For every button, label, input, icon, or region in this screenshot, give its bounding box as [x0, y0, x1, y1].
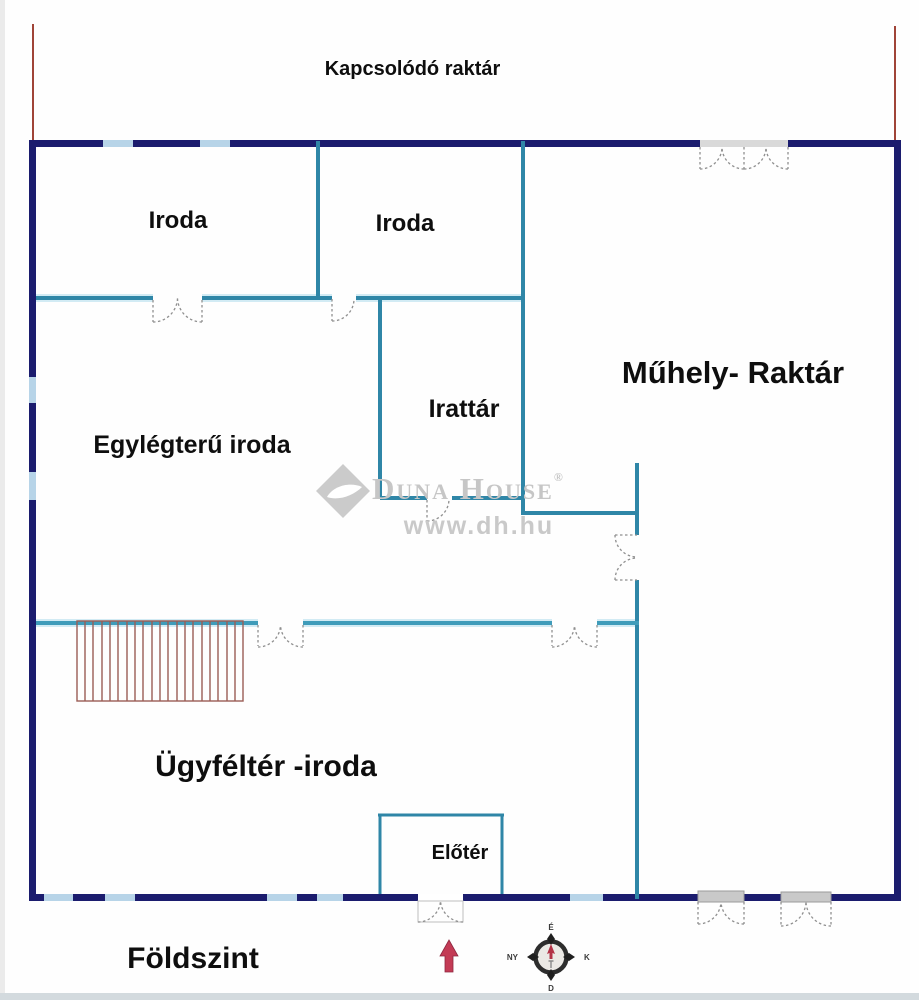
room-label-irattar: Irattár [428, 395, 500, 423]
window [200, 140, 230, 147]
watermark-url: www.dh.hu [403, 512, 555, 540]
survey-lines [33, 24, 895, 141]
door-opening-eloter [418, 894, 463, 901]
door-bottom-right-1 [698, 902, 744, 924]
compass-rose-icon [507, 923, 590, 993]
window [317, 894, 343, 901]
duna-house-logo-icon [316, 464, 370, 518]
room-label-ugyfelter-iroda: Ügyféltér -iroda [155, 750, 377, 783]
window [267, 894, 297, 901]
door-opening-top [700, 140, 788, 147]
wall-right [894, 140, 901, 901]
window [105, 894, 135, 901]
door-iroda1-south [153, 298, 202, 322]
watermark-brand [372, 470, 632, 507]
window [29, 472, 36, 500]
door-ugyfelter-west [258, 625, 303, 647]
floor-label: Földszint [127, 942, 259, 975]
image-edge-left [0, 0, 5, 1000]
room-label-egylegteru-iroda: Egylégterű iroda [93, 431, 291, 459]
compass-south-label: D [548, 984, 554, 993]
door-opening-bottom-2 [781, 892, 831, 902]
room-label-eloter: Előtér [431, 842, 489, 864]
compass-north-label: É [548, 923, 554, 932]
window [103, 140, 133, 147]
compass-west-label: NY [506, 953, 518, 962]
compass-east-label: K [584, 953, 590, 962]
door-bottom-right-2 [781, 902, 831, 926]
door-ugyfelter-east [552, 625, 597, 647]
window [44, 894, 73, 901]
window [570, 894, 603, 901]
stairs [77, 621, 243, 701]
wall-left [29, 140, 36, 901]
adjacent-area-label: Kapcsolódó raktár [324, 58, 501, 80]
image-edge-bottom [0, 993, 919, 1000]
interior-wall-halo [36, 298, 639, 623]
room-label-muhely-raktar: Műhely- Raktár [621, 355, 845, 390]
door-top-main [700, 147, 788, 169]
north-arrow-icon [440, 940, 458, 972]
door-muhely-double [615, 535, 637, 580]
door-opening-bottom-1 [698, 891, 744, 902]
room-label-iroda-1: Iroda [148, 207, 208, 234]
stairs-treads [85, 621, 235, 701]
wall-bottom [29, 894, 901, 901]
door-eloter-entrance [418, 901, 463, 922]
watermark-brand-text: Duna House [372, 471, 554, 506]
registered-mark: ® [553, 470, 563, 484]
door-egylegteru-single [332, 299, 354, 321]
window [29, 377, 36, 403]
room-label-iroda-2: Iroda [375, 210, 435, 237]
